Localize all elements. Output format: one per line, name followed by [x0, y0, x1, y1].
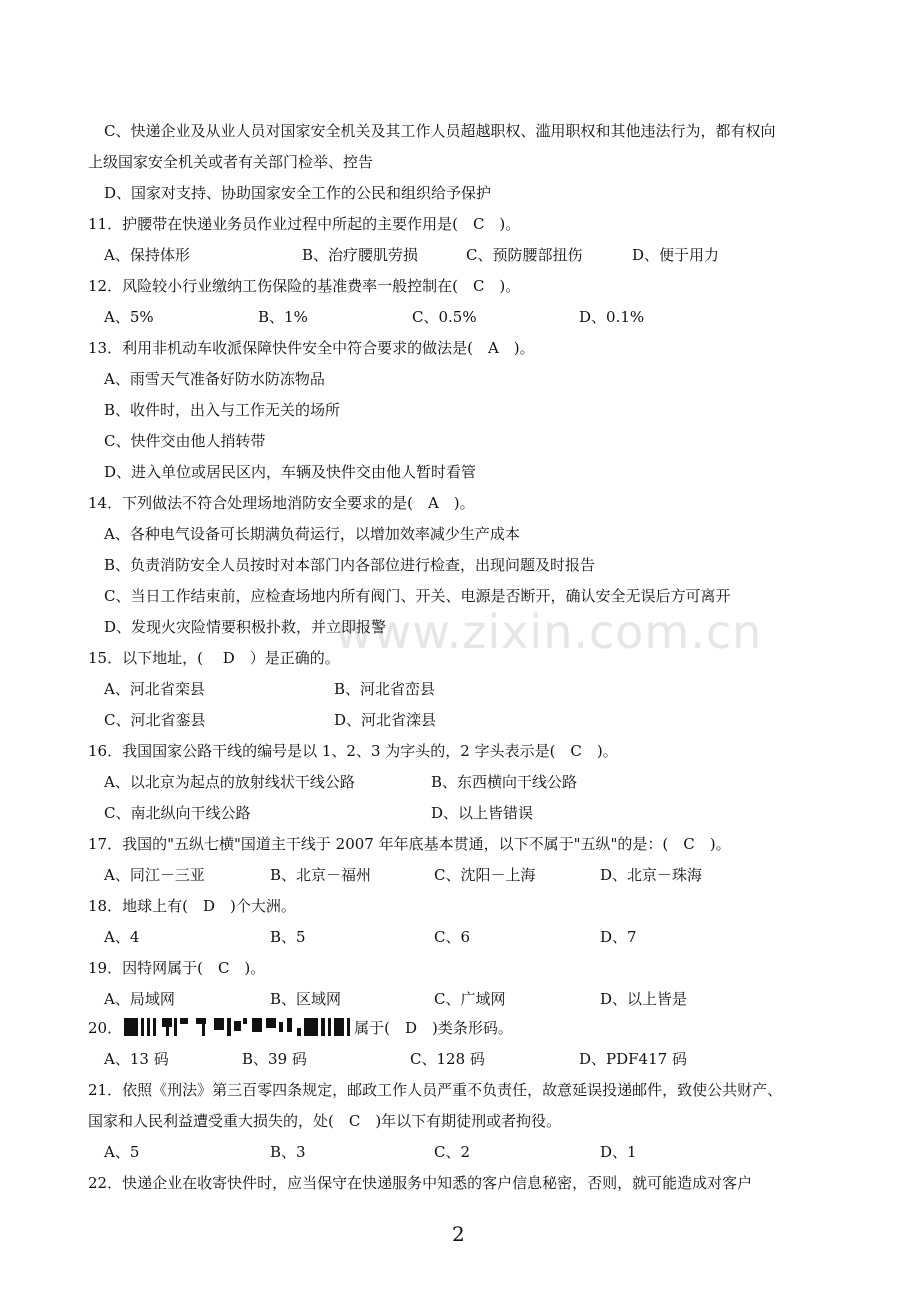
option-c: C、2	[434, 1143, 471, 1161]
option-b: B、河北省峦县	[334, 680, 436, 698]
option-a: A、以北京为起点的放射线状干线公路	[104, 773, 355, 791]
q15-stem: 15．以下地址，( D ）是正确的。	[88, 649, 340, 667]
q13-stem: 13．利用非机动车收派保障快件安全中符合要求的做法是( A )。	[88, 339, 535, 357]
q14-option-b: B、负责消防安全人员按时对本部门内各部位进行检查，出现问题及时报告	[104, 556, 596, 574]
option-d: D、以上皆错误	[431, 804, 534, 822]
option-d: D、PDF417 码	[579, 1050, 687, 1068]
option-c: C、沈阳－上海	[434, 866, 536, 884]
option-a: A、局域网	[104, 990, 175, 1008]
q16-stem: 16．我国国家公路干线的编号是以 1、2、3 为字头的，2 字头表示是( C )。	[88, 742, 618, 760]
q13-option-d: D、进入单位或居民区内，车辆及快件交由他人暂时看管	[104, 463, 477, 481]
barcode-image	[122, 1018, 352, 1036]
q13-option-b: B、收件时，出入与工作无关的场所	[104, 401, 341, 419]
option-a: A、5	[104, 1143, 140, 1161]
option-b: B、东西横向干线公路	[431, 773, 578, 791]
option-b: B、1%	[258, 308, 308, 326]
q21-stem-line1: 21．依照《刑法》第三百零四条规定，邮政工作人员严重不负责任，故意延误投递邮件，致使公共财产、	[88, 1081, 783, 1099]
q13-option-a: A、雨雪天气准备好防水防冻物品	[104, 370, 325, 388]
option-b: B、治疗腰肌劳损	[302, 246, 419, 264]
option-b: B、区域网	[270, 990, 342, 1008]
option-b: B、39 码	[242, 1050, 307, 1068]
option-d: D、0.1%	[579, 308, 645, 326]
option-c: C、0.5%	[412, 308, 477, 326]
q14-option-a: A、各种电气设备可长期满负荷运行，以增加效率减少生产成本	[104, 525, 520, 543]
q18-stem: 18．地球上有( D )个大洲。	[88, 897, 296, 915]
option-a: A、4	[104, 928, 140, 946]
option-d: D、北京－珠海	[600, 866, 703, 884]
q10-option-c-line1: C、快递企业及从业人员对国家安全机关及其工作人员超越职权、滥用职权和其他违法行为，都有权向	[104, 122, 776, 140]
q14-option-d: D、发现火灾险情要积极扑救，并立即报警	[104, 618, 387, 636]
q19-stem: 19．因特网属于( C )。	[88, 959, 266, 977]
q21-stem-line2: 国家和人民利益遭受重大损失的，处( C )年以下有期徒刑或者拘役。	[88, 1112, 562, 1130]
option-a: A、同江－三亚	[104, 866, 205, 884]
q20-stem-text: 属于( D )类条形码。	[354, 1019, 513, 1037]
q17-stem: 17．我国的"五纵七横"国道主干线于 2007 年年底基本贯通，以下不属于"五纵"的是：( C )。	[88, 835, 731, 853]
option-a: A、河北省栾县	[104, 680, 205, 698]
option-c: C、128 码	[410, 1050, 485, 1068]
q22-stem: 22．快递企业在收寄快件时，应当保守在快递服务中知悉的客户信息秘密，否则，就可能造成对客户	[88, 1174, 753, 1192]
page-number: 2	[452, 1222, 465, 1246]
option-c: C、南北纵向干线公路	[104, 804, 251, 822]
option-a: A、5%	[104, 308, 154, 326]
option-b: B、北京－福州	[270, 866, 372, 884]
option-c: C、预防腰部扭伤	[466, 246, 583, 264]
q12-stem: 12．风险较小行业缴纳工伤保险的基准费率一般控制在( C )。	[88, 277, 521, 295]
q11-stem: 11．护腰带在快递业务员作业过程中所起的主要作用是( C )。	[88, 215, 521, 233]
option-d: D、便于用力	[632, 246, 720, 264]
option-d: D、河北省滦县	[334, 711, 437, 729]
option-d: D、以上皆是	[600, 990, 688, 1008]
q10-option-c-line2: 上级国家安全机关或者有关部门检举、控告	[88, 153, 374, 171]
q10-option-d: D、国家对支持、协助国家安全工作的公民和组织给予保护	[104, 184, 492, 202]
option-a: A、保持体形	[104, 246, 190, 264]
option-c: C、6	[434, 928, 471, 946]
q14-option-c: C、当日工作结束前，应检查场地内所有阀门、开关、电源是否断开，确认安全无误后方可离开	[104, 587, 731, 605]
option-a: A、13 码	[104, 1050, 169, 1068]
option-b: B、5	[270, 928, 306, 946]
option-b: B、3	[270, 1143, 306, 1161]
q20-stem	[88, 1018, 513, 1038]
watermark: www.zixin.com.cn	[335, 605, 763, 659]
option-c: C、广域网	[434, 990, 506, 1008]
q14-stem: 14．下列做法不符合处理场地消防安全要求的是( A )。	[88, 494, 475, 512]
q13-option-c: C、快件交由他人捎转带	[104, 432, 266, 450]
option-d: D、1	[600, 1143, 637, 1161]
q20-number: 20．	[88, 1019, 123, 1037]
option-d: D、7	[600, 928, 637, 946]
option-c: C、河北省銮县	[104, 711, 206, 729]
